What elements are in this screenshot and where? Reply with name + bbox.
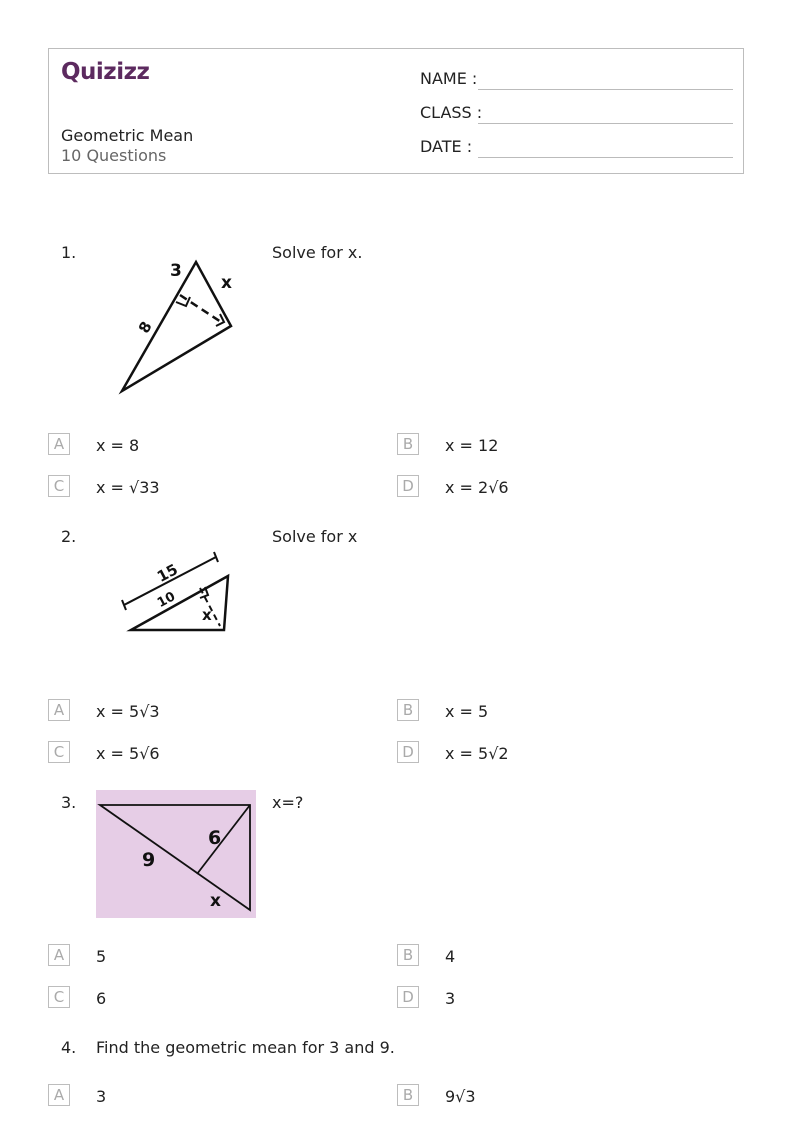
figure-background (96, 790, 256, 918)
triangle-figure (96, 530, 256, 660)
question-text: Solve for x. (272, 243, 363, 262)
option-letter: B (397, 699, 419, 721)
option-letter: C (48, 475, 70, 497)
option-letter: D (397, 986, 419, 1008)
class-line[interactable] (478, 123, 733, 124)
worksheet-title: Geometric Mean (61, 126, 194, 145)
option-letter: D (397, 475, 419, 497)
class-label: CLASS : (420, 103, 483, 122)
figure-label: 8 (134, 318, 156, 337)
question-count: 10 Questions (61, 146, 167, 165)
figure-label: 6 (208, 827, 222, 849)
question-text: Solve for x (272, 527, 358, 546)
option-text: 3 (445, 989, 456, 1008)
worksheet-header (48, 48, 744, 174)
option-letter: A (48, 1084, 70, 1106)
option-letter: B (397, 944, 419, 966)
quizizz-logo: Quizizz (61, 59, 150, 85)
option-letter: C (48, 986, 70, 1008)
option-text: x = 5 (445, 702, 489, 721)
option-text: 9√3 (445, 1087, 476, 1106)
option-text: x = 5√3 (96, 702, 160, 721)
question-text: x=? (272, 793, 304, 812)
question-text: Find the geometric mean for 3 and 9. (96, 1038, 395, 1057)
option-text: 3 (96, 1087, 107, 1106)
option-letter: A (48, 699, 70, 721)
question-number: 2. (61, 527, 77, 546)
option-letter: A (48, 433, 70, 455)
option-text: 4 (445, 947, 456, 966)
option-letter: B (397, 1084, 419, 1106)
figure-label: x (210, 891, 221, 911)
figure-label: x (221, 273, 232, 293)
name-line[interactable] (478, 89, 733, 90)
figure-label: 15 (154, 560, 181, 586)
figure-label: 10 (154, 589, 178, 611)
figure-label: 9 (142, 849, 156, 871)
option-text: x = 12 (445, 436, 499, 455)
option-letter: B (397, 433, 419, 455)
name-label: NAME : (420, 69, 478, 88)
option-letter: C (48, 741, 70, 763)
option-text: x = 2√6 (445, 478, 509, 497)
date-line[interactable] (478, 157, 733, 158)
question-number: 1. (61, 243, 77, 262)
option-letter: D (397, 741, 419, 763)
question-number: 3. (61, 793, 77, 812)
option-text: x = 8 (96, 436, 140, 455)
option-text: x = √33 (96, 478, 160, 497)
figure-label: x (202, 606, 212, 624)
option-text: 5 (96, 947, 107, 966)
option-text: x = 5√2 (445, 744, 509, 763)
triangle-figure (96, 790, 256, 918)
question-number: 4. (61, 1038, 77, 1057)
figure-label: 3 (170, 261, 182, 281)
triangle-figure (96, 240, 256, 400)
date-label: DATE : (420, 137, 473, 156)
option-letter: A (48, 944, 70, 966)
option-text: 6 (96, 989, 107, 1008)
option-text: x = 5√6 (96, 744, 160, 763)
